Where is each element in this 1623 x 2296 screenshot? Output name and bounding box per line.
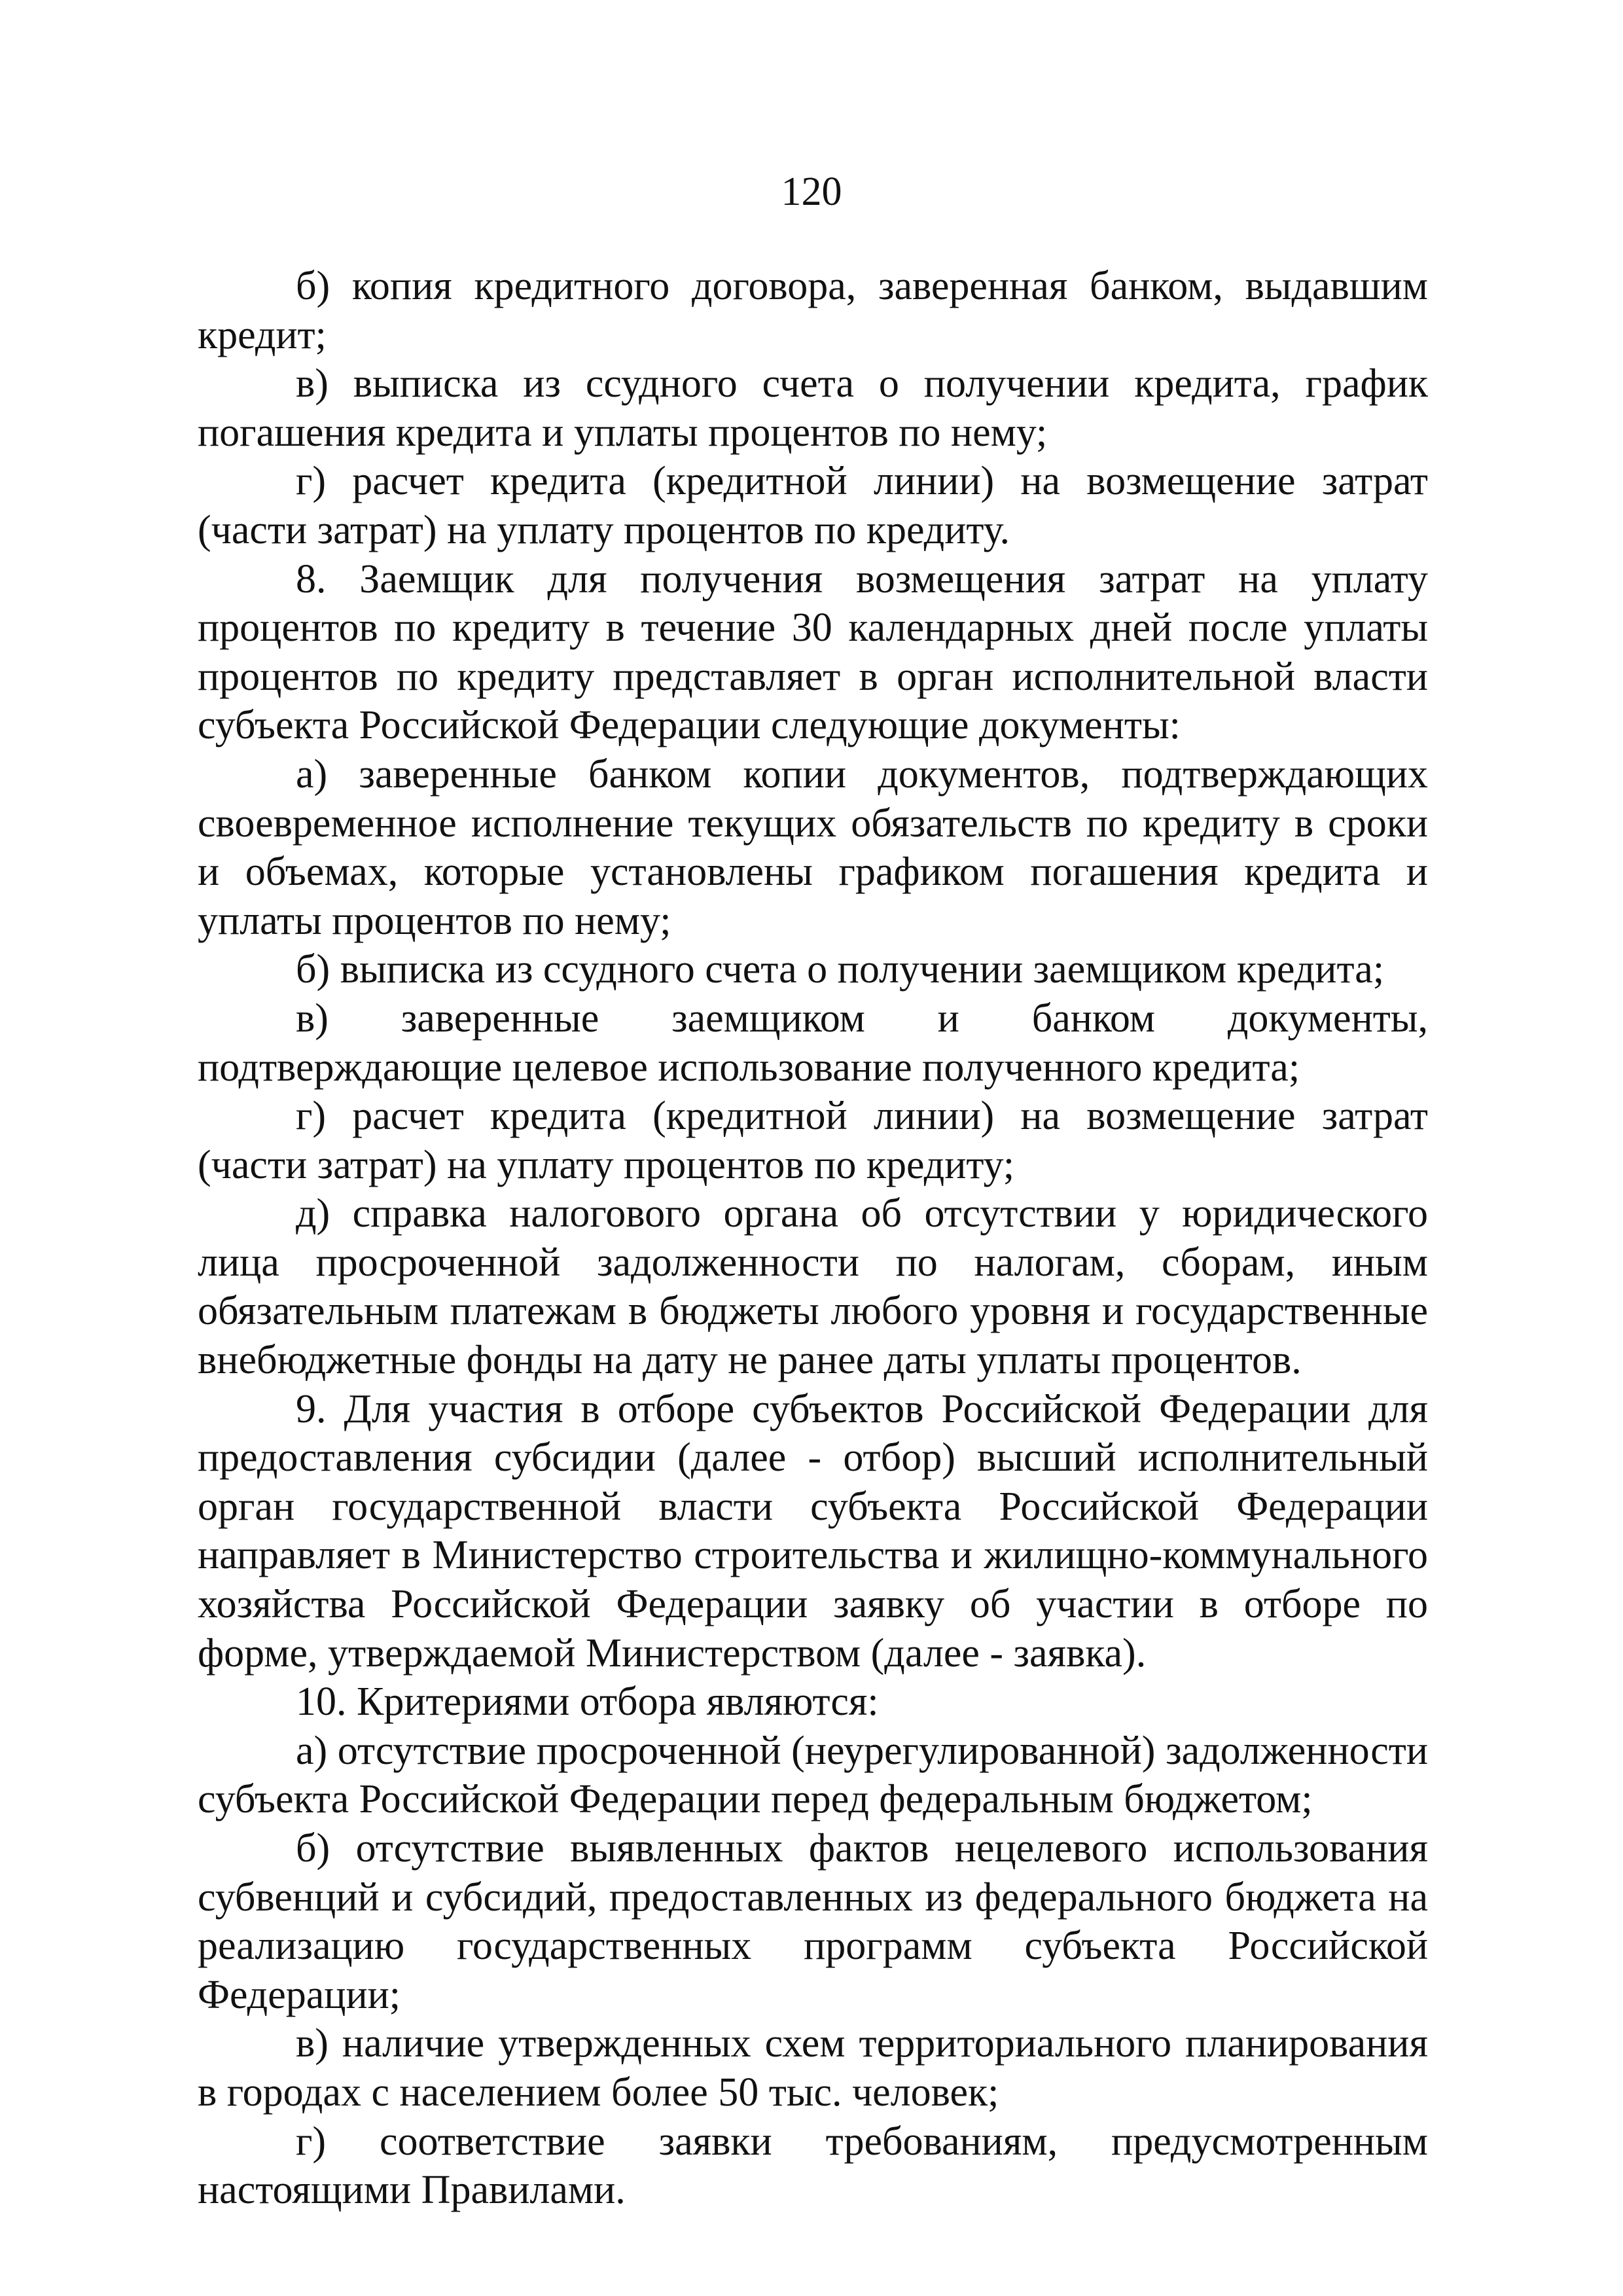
paragraph-b-loan-agreement-copy: б) копия кредитного договора, заверенная банком, выдавшим кредит; bbox=[198, 264, 1428, 357]
paragraph-10-selection-criteria: 10. Критериями отбора являются: bbox=[296, 1679, 879, 1725]
paragraph-9-selection-application: 9. Для участия в отборе субъектов Российской Федерации для предоставления субсидии (далее - отбор) высший исполнительный орган государственной власти субъекта Российской Федерации направляет в Министерство строительства и жилищно-коммунального хозяйства Российской Федерации заявку об участии в отборе по форме, утверждаемой Министерством (далее - заявка). bbox=[198, 1386, 1428, 1676]
document-body bbox=[198, 262, 1428, 2215]
paragraph-v-target-use-documents: в) заверенные заемщиком и банком документы, подтверждающие целевое использование полученного кредита; bbox=[198, 996, 1428, 1090]
paragraph-v-loan-account-statement: в) выписка из ссудного счета о получении кредита, график погашения кредита и уплаты процентов по нему; bbox=[198, 361, 1428, 455]
paragraph-d-tax-certificate: д) справка налогового органа об отсутствии у юридического лица просроченной задолженности по налогам, сборам, иным обязательным платежам в бюджеты любого уровня и государственные внебюджетные фонды на дату не ранее даты уплаты процентов. bbox=[198, 1191, 1428, 1383]
paragraph-g-loan-calculation: г) расчет кредита (кредитной линии) на возмещение затрат (части затрат) на уплату процентов по кредиту. bbox=[198, 459, 1428, 552]
paragraph-b-no-misuse: б) отсутствие выявленных фактов нецелевого использования субвенций и субсидий, предоставленных из федерального бюджета на реализацию государственных программ субъекта Российской Федерации; bbox=[198, 1826, 1428, 2017]
paragraph-8-borrower-documents: 8. Заемщик для получения возмещения затрат на уплату процентов по кредиту в течение 30 календарных дней после уплаты процентов по кредиту представляет в орган исполнительной власти субъекта Российской Федерации следующие документы: bbox=[198, 556, 1428, 748]
page-number: 120 bbox=[781, 170, 842, 214]
paragraph-g-application-compliance: г) соответствие заявки требованиям, предусмотренным настоящими Правилами. bbox=[198, 2119, 1428, 2213]
paragraph-g-interest-calculation: г) расчет кредита (кредитной линии) на возмещение затрат (части затрат) на уплату процентов по кредиту; bbox=[198, 1094, 1428, 1187]
paragraph-b-account-statement: б) выписка из ссудного счета о получении заемщиком кредита; bbox=[296, 947, 1385, 992]
paragraph-v-territorial-planning: в) наличие утвержденных схем территориального планирования в городах с населением более 50 тыс. человек; bbox=[198, 2021, 1428, 2115]
paragraph-a-no-overdue-debt: а) отсутствие просроченной (неурегулированной) задолженности субъекта Российской Федерации перед федеральным бюджетом; bbox=[198, 1728, 1428, 1822]
paragraph-a-certified-copies: а) заверенные банком копии документов, подтверждающих своевременное исполнение текущих обязательств по кредиту в сроки и объемах, которые установлены графиком погашения кредита и уплаты процентов по нему; bbox=[198, 751, 1428, 943]
